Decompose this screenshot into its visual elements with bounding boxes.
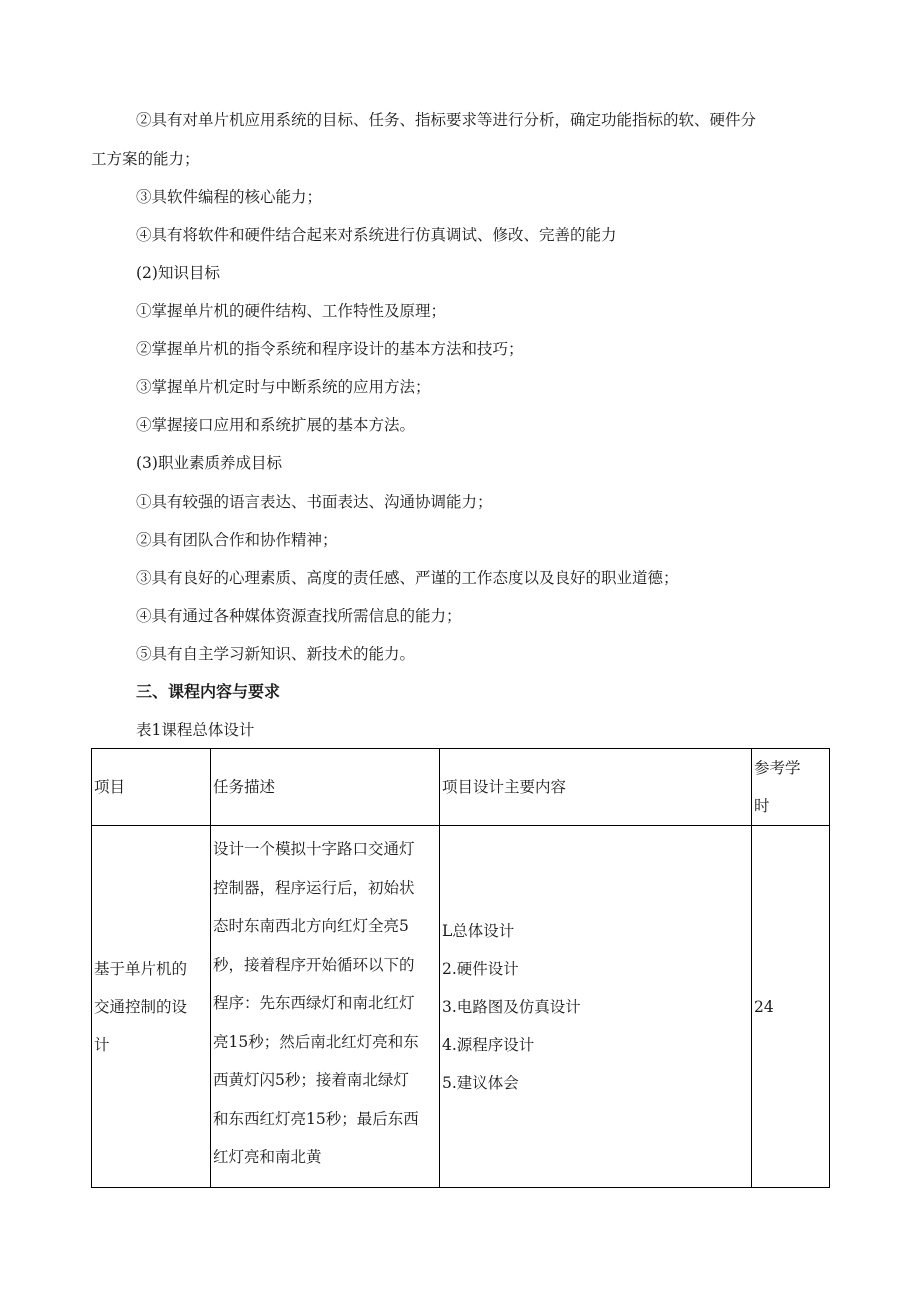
- content-item-5: 5.建议体会: [442, 1073, 519, 1092]
- paragraph-knowledge-3: ③掌握单片机定时与中断系统的应用方法；: [136, 378, 431, 396]
- paragraph-professional-2: ②具有团队合作和协作精神；: [136, 531, 338, 549]
- paragraph-knowledge-4: ④掌握接口应用和系统扩展的基本方法。: [136, 416, 416, 434]
- content-item-4: 4.源程序设计: [442, 1035, 535, 1054]
- project-name-line3: 计: [94, 1035, 110, 1054]
- task-line-2: 控制器，程序运行后，初始状: [213, 878, 415, 897]
- paragraph-professional-3: ③具有良好的心理素质、高度的责任感、严谨的工作态度以及良好的职业道德；: [136, 569, 679, 587]
- task-line-8: 和东西红灯亮15秒；最后东西: [213, 1109, 419, 1128]
- cell-main-content: [440, 826, 752, 1188]
- paragraph-ability-4: ④具有将软件和硬件结合起来对系统进行仿真调试、修改、完善的能力: [136, 226, 617, 244]
- header-main-content: 项目设计主要内容: [440, 749, 752, 826]
- project-name-line2: 交通控制的设: [94, 997, 188, 1016]
- paragraph-ability-2-line2: 工方案的能力；: [91, 150, 200, 168]
- task-line-6: 亮15秒；然后南北红灯亮和东: [213, 1032, 419, 1051]
- table-row: [92, 826, 830, 1188]
- header-hours-line2: 时: [754, 797, 770, 815]
- header-reference-hours: [752, 749, 830, 826]
- paragraph-ability-2-line1: ②具有对单片机应用系统的目标、任务、指标要求等进行分析，确定功能指标的软、硬件分: [136, 111, 757, 129]
- content-item-1: L总体设计: [442, 921, 515, 940]
- header-project: 项目: [92, 749, 211, 826]
- cell-reference-hours: 24: [752, 826, 830, 1188]
- header-task-description: 任务描述: [211, 749, 440, 826]
- task-line-5: 程序：先东西绿灯和南北红灯: [213, 994, 415, 1012]
- table-caption: 表1课程总体设计: [136, 721, 255, 739]
- paragraph-knowledge-1: ①掌握单片机的硬件结构、工作特性及原理；: [136, 302, 447, 320]
- header-hours-line1: 参考学: [754, 759, 801, 777]
- task-line-3: 态时东南西北方向红灯全亮5: [213, 917, 409, 935]
- task-line-7: 西黄灯闪5秒；接着南北绿灯: [213, 1071, 409, 1089]
- paragraph-knowledge-2: ②掌握单片机的指令系统和程序设计的基本方法和技巧；: [136, 340, 524, 358]
- paragraph-ability-3: ③具软件编程的核心能力；: [136, 188, 323, 206]
- paragraph-professional-5: ⑤具有自主学习新知识、新技术的能力。: [136, 645, 416, 663]
- subheading-knowledge-goals: (2)知识目标: [136, 264, 220, 282]
- cell-task-description: [211, 826, 440, 1188]
- subheading-professional-goals: (3)职业素质养成目标: [136, 454, 282, 472]
- paragraph-professional-4: ④具有通过各种媒体资源查找所需信息的能力；: [136, 607, 462, 625]
- project-name-line1: 基于单片机的: [94, 959, 188, 978]
- course-design-table: [91, 748, 830, 1188]
- paragraph-professional-1: ①具有较强的语言表达、书面表达、沟通协调能力；: [136, 493, 493, 511]
- content-item-2: 2.硬件设计: [442, 959, 519, 978]
- task-line-4: 秒，接着程序开始循环以下的: [213, 955, 415, 974]
- task-line-1: 设计一个模拟十字路口交通灯: [213, 840, 415, 858]
- table-header-row: [92, 749, 830, 826]
- content-item-3: 3.电路图及仿真设计: [442, 997, 581, 1016]
- task-line-9: 红灯亮和南北黄: [213, 1148, 322, 1166]
- section-heading: 三、课程内容与要求: [136, 682, 281, 701]
- cell-project-name: [92, 826, 211, 1188]
